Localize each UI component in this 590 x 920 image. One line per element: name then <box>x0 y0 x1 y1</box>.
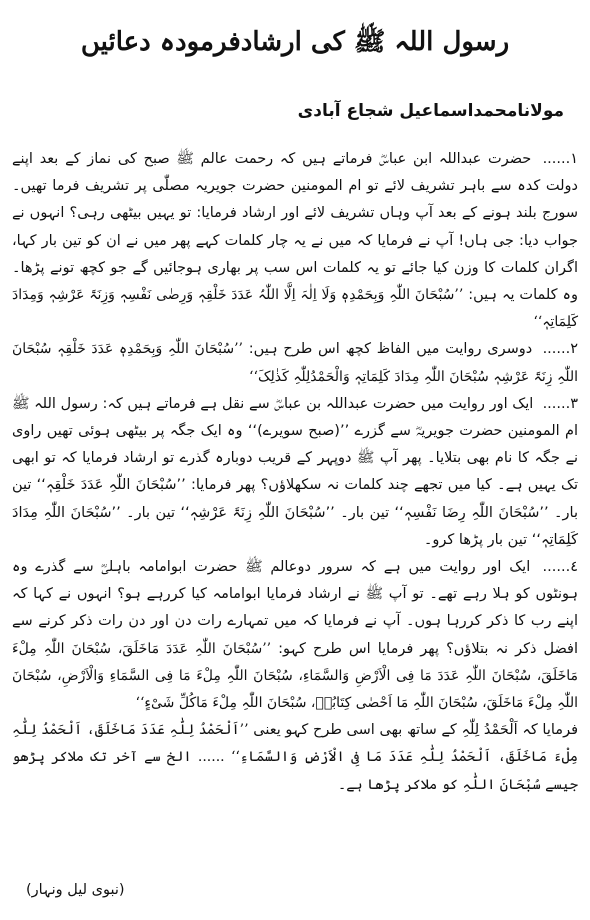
paragraph-number: ١...... <box>542 151 579 167</box>
page-title: رسول اللہ ﷺ کی ارشادفرمودہ دعائیں <box>80 27 510 57</box>
article-body <box>12 146 578 799</box>
paragraph-text: ایک اور روایت میں حضرت عبداللہ بن عباسؓ سے نقل ہے فرماتے ہیں کہ: رسول اللہ ﷺ ام المومنین حضرت جویریہؓ سے گزرے ’’(صبح سویرے)‘‘ وہ ایک جگہ پر بیٹھی ہوئی تھیں راوی نے جگہ کا نام بھی بتلایا۔ پھر آپ ﷺ دوپہر کے قریب دوبارہ گذرے تو ارشاد فرمایا کہ تو ابھی تک یہیں ہے۔ کیا میں تجھے چند کلمات نہ سکھلاؤں؟ پھر فرمایا: ’’سُبْحَانَ اللّٰہِ عَدَدَ خَلْقِہٖ‘‘ تین بار۔ ’’سُبْحَانَ اللّٰہِ رِضَا نَفْسِہٖ‘‘ تین بار۔ ’’سُبْحَانَ اللّٰہِ زِنَۃَ عَرْشِہٖ‘‘ تین بار۔ ’’سُبْحَانَ اللّٰہِ مِدَادَ کَلِمَاتِہٖ‘‘ تین بار پڑھا کرو۔ <box>12 395 578 548</box>
paragraph-text: دوسری روایت میں الفاظ کچھ اس طرح ہیں: <box>248 341 533 358</box>
arabic-dua: ’’اَلْحَمْدُ لِلّٰہِ عَدَدَ مَاخَلَقَ، اَلْحَمْدُ لِلّٰہِ مِلْءَ مَاخَلَقَ، اَلْحَمْدُ لِلّٰہِ عَدَدَ مَا فِی الْاَرْضِ وَالسَّمَاءِ‘‘ ...... الخ سے آخر تک ملاکر پڑھو جیسے سُبْحَانَ اللّٰہِ کو ملاکر پڑھا ہے۔ <box>12 722 578 793</box>
source-citation: (نبوی لیل ونہار) <box>26 882 125 898</box>
paragraph-text: حضرت عبداللہ ابن عباسؓ فرماتے ہیں کہ رحمت عالم ﷺ صبح کی نماز کے بعد اپنے دولت کدہ سے باہر تشریف لائے تو ام المومنین حضرت جویریہ مصلّٰی پر تشریف فرما تھیں۔ سورج بلند ہونے کے بعد آپ وہاں تشریف لائے اور ارشاد فرمایا: تو یہیں بیٹھی رہی؟ انہوں نے جواب دیا: جی ہاں! آپ نے فرمایا کہ میں نے یہ چار کلمات کہے پھر میں نے ان کو تین بار کہا، اگران کلمات کا وزن کیا جائے تو یہ کلمات اس سب پر بھاری ہوجائیں گے جو کچھ تونے پڑھا۔ وہ کلمات یہ ہیں: <box>12 151 578 304</box>
arabic-dua: ’’سُبْحَانَ اللّٰہِ وَبِحَمْدِہٖ عَدَدَ خَلْقِہٖ سُبْحَانَ اللّٰہِ زِنَۃَ عَرْشِہٖ سُبْحَانَ اللّٰہِ مِدَادَ کَلِمَاتِہٖ وَالْحَمْدُلِلّٰہِ کَذٰلِکَ‘‘ <box>12 341 578 385</box>
paragraph-number: ٣...... <box>542 395 579 412</box>
arabic-dua: ’’سُبْحَانَ اللّٰہِ عَدَدَ مَاخَلَقَ، سُبْحَانَ اللّٰہِ مِلْءَ مَاخَلَقَ، سُبْحَانَ اللّٰہِ عَدَدَ مَا فِی الْاَرْضِ وَالسَّمَاءِ، سُبْحَانَ اللّٰہِ مِلْءَ مَا فِی السَّمَاءِ وَالْاَرْضِ، سُبْحَانَ اللّٰہِ مِلْءَ مَاخَلَقَ، سُبْحَانَ اللّٰہِ مَا اَحْصٰی کِتَابُہٗ، سُبْحَانَ اللّٰہِ مِلْءَ مَاکُلِّ شَیْءٍ‘‘ <box>12 640 578 712</box>
paragraph-text: ایک اور روایت میں ہے کہ سرور دوعالم ﷺ حضرت ابوامامہ باہلیؓ سے گذرے وہ ہونٹوں کو ہلا رہے تھے۔ تو آپ ﷺ نے ارشاد فرمایا ابوامامہ کیا کررہے ہو؟ انہوں نے کہا کہ اپنے رب کا ذکر کررہا ہوں۔ آپ نے فرمایا کہ میں تمہارے رات دن اور دن رات ذکر کرنے سے افضل ذکر نہ بتلاؤں؟ پھر فرمایا اس طرح کہو: <box>12 559 578 657</box>
paragraph-2 <box>12 336 578 390</box>
paragraph-4 <box>12 554 578 717</box>
paragraph-3 <box>12 391 578 554</box>
author-name: مولانامحمداسماعیل شجاع آبادی <box>297 101 564 121</box>
paragraph-5 <box>12 717 578 799</box>
paragraph-text: فرمایا کہ اَلْحَمْدُ لِلّٰہِ کے ساتھ بھی اسی طرح کہو یعنی <box>253 722 579 739</box>
arabic-dua: ’’سُبْحَانَ اللّٰہِ وَبِحَمْدِہٖ وَلَا اِلٰہَ اِلَّا اللّٰہُ عَدَدَ خَلْقِہٖ وَرِضٰی نَفْسِہٖ وَزِنَۃَ عَرْشِہٖ وَمِدَادَ کَلِمَاتِہٖ‘‘ <box>12 287 578 331</box>
paragraph-number: ٢...... <box>542 341 579 358</box>
paragraph-1 <box>12 146 578 336</box>
paragraph-number: ٤...... <box>542 559 578 576</box>
